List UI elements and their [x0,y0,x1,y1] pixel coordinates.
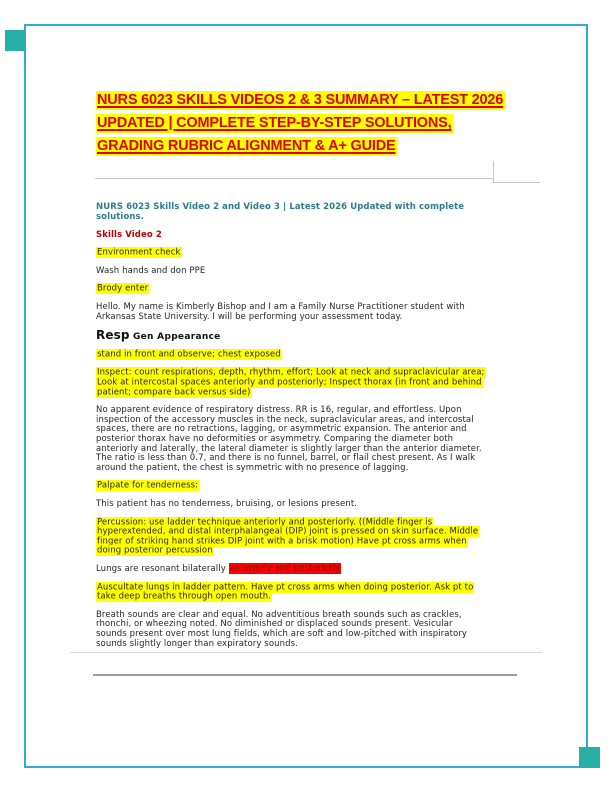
footer-divider-line-top [70,652,542,653]
corner-square-bottom-right [579,747,600,768]
doc-heading: NURS 6023 Skills Video 2 and Video 3 | Latest 2026 Updated with complete solutions. [96,202,465,222]
highlighted-note [96,369,486,398]
footer-divider-line-bottom [93,674,517,676]
yellow-highlight-text: Palpate for tenderness: [97,480,199,491]
doc-subheading: Skills Video 2 [96,229,162,240]
highlighted-note [96,351,486,361]
yellow-highlight-text: Percussion: use ladder technique anteriorly and posteriorly. ((Middle finger is hyperextended, and distal interphalangeal (DIP) joint is pressed on skin surface. Middle finger of striking hand strikes DIP joint with a brisk motion) Have pt cross arms when doing posterior percussion [97,517,479,556]
section-heading [96,327,486,343]
body-paragraph: Breath sounds are clear and equal. No adventitious breath sounds such as crackles, rhonchi, or wheezing noted. No diminished or displaced sounds present. Vesicular sounds present over most lung fields, which are soft and low-pitched with inspiratory sounds slightly longer than expiratory sounds. [96,609,468,649]
body-paragraph: Wash hands and don PPE [96,265,206,276]
body-text-segment: Lungs are resonant bilaterally [96,563,229,574]
page-title: NURS 6023 SKILLS VIDEOS 2 & 3 SUMMARY – LATEST 2026 UPDATED | COMPLETE STEP-BY-STEP SOLUTIONS, GRADING RUBRIC ALIGNMENT & A+ GUIDE [97,92,504,154]
document-content [96,203,486,658]
highlighted-note [96,583,486,602]
document-body [96,249,486,649]
highlighted-note [96,482,486,492]
yellow-highlight-text: stand in front and observe; chest exposed [97,349,281,360]
yellow-highlight-text: Brody enter [97,283,149,294]
header-divider-corner-horizontal [493,182,540,183]
red-highlight-text: anteriorly and posteriorly [229,563,341,574]
section-heading-sub: Gen Appearance [129,331,221,342]
yellow-highlight-text: Environment check [97,247,181,258]
corner-square-top-left [5,30,26,51]
body-paragraph [96,565,486,575]
highlighted-note [96,285,486,295]
title-banner [96,89,510,158]
section-heading-main: Resp [96,327,130,342]
body-paragraph: This patient has no tenderness, bruising, or lesions present. [96,498,358,509]
highlighted-note [96,518,486,556]
header-divider-corner-vertical [493,161,494,183]
header-divider-line [95,178,493,179]
body-paragraph: Hello. My name is Kimberly Bishop and I am a Family Nurse Practitioner student with Arkansas State University. I will be performing your assessment today. [96,302,465,322]
highlighted-note [96,249,486,259]
body-paragraph: No apparent evidence of respiratory distress. RR is 16, regular, and effortless. Upon inspection of the accessory muscles in the neck, supraclavicular areas, and intercostal spaces, there are no retractions, lagging, or asymmetric expansion. The anterior and posterior thorax have no deformities or asymmetry. Comparing the diameter both anteriorly and laterally, the lateral diameter is slightly larger than the anterior diameter. The ratio is less than 0.7, and there is no funnel, barrel, or flail chest present. As I walk around the patient, the chest is symmetric with no presence of lagging. [96,405,482,473]
yellow-highlight-text: Inspect: count respirations, depth, rhythm, effort; Look at neck and supraclavicular area; Look at intercostal spaces anteriorly and posteriorly; Inspect thorax (in front and behind patient; compare back versus side) [97,367,485,398]
yellow-highlight-text: Auscultate lungs in ladder pattern. Have pt cross arms when doing posterior. Ask pt to take deep breaths through open mouth. [97,582,474,602]
